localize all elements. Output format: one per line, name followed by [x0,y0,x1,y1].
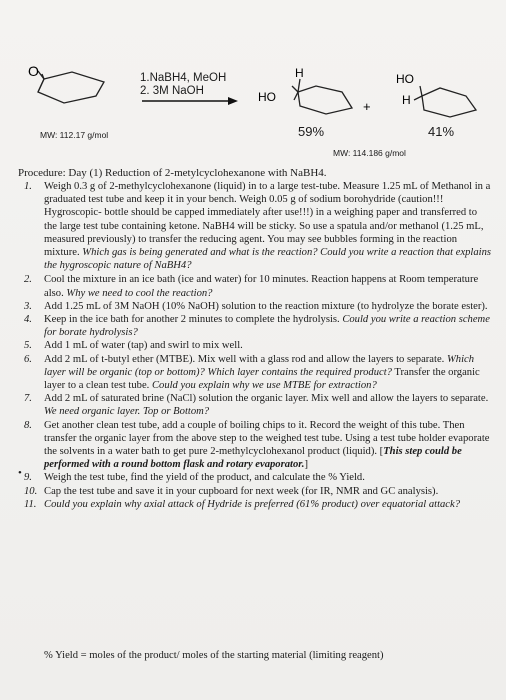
margin-bullet: • [18,467,22,479]
minor-product-yield: 41% [428,124,455,139]
step-text: Get another clean test tube, add a couple of boiling chips to it. Record the weight of this tube. Then transfer the organic layer from the above step to the weighed test tube. Using a test tube holder evaporate the solvents in a water bath to get pure 2-methylcyclohexanol product (liquid). [ [44,419,490,458]
product-1-ho-label: HO [258,90,276,104]
step-number: 4. [24,314,32,326]
step-question: Which layer will be organic (top or bottom)? Which layer contains the required product? [44,353,475,378]
step-item [0,313,506,339]
product-1-h-label: H [295,66,304,80]
procedure-title: Procedure: Day (1) Reduction of 2-metylcyclohexanone with NaBH4. [18,167,327,179]
step-item [0,300,506,313]
step-item [0,471,506,484]
plus-sign: + [363,99,371,114]
step-text: Keep in the ice bath for another 2 minutes to complete the hydrolysis. [44,314,343,326]
step-question: Which gas is being generated and what is the reaction? Could you write a reaction that explains the hygroscopic nature of NaBH4? [44,247,492,272]
step-number: 3. [24,300,32,312]
step-text: Weigh 0.3 g of 2-methylcyclohexanone (liquid) in to a large test-tube. Measure 1.25 mL of Methanol in a graduated test tube and keep it in your bench. Weigh 0.05 g of sodium borohydride (caution!!! Hygroscopic- bottle should be capped immediately after use!!!) in a weighing paper and transferred to the large test tube containing ketone. NaBH4 will be sticky. So use a spatula and/or methanol (1.25 mL, measured previously) to transfer the reducing agent. You may see bubbles forming in the reaction mixture. [44,181,491,259]
step-text: Cap the test tube and save it in your cupboard for next week (for IR, NMR and GC analysis). [44,485,439,497]
step-item [0,392,506,418]
step-question: Why we need to cool the reaction? [66,287,213,299]
reagent-line-1: 1.NaBH4, MeOH [140,72,227,84]
step-question: Could you explain why axial attack of Hydride is preferred (61% product) over equatorial attack? [44,498,461,510]
product-1-structure [292,79,352,114]
product-2-ho-label: HO [396,72,414,86]
reagent-line-2: 2. 3M NaOH [140,85,204,97]
step-item [0,353,506,393]
product-2-h-label: H [402,93,411,107]
step-item [0,498,506,511]
reagent-conditions [140,72,226,98]
ketone-oxygen-label: O [28,63,39,79]
step-item [0,419,506,472]
step-text: Cool the mixture in an ice bath (ice and water) for 10 minutes. Reaction happens at Room temperature also. [44,274,479,299]
step-number: 9. [24,472,32,484]
step-number: 2. [24,274,32,286]
starting-material-mw: MW: 112.17 g/mol [40,130,109,140]
product-mw: MW: 114.186 g/mol [333,148,406,158]
step-item [0,273,506,299]
step-question-2: Could you explain why we use MTBE for extraction? [151,380,377,392]
step-text: Add 2 mL of t-butyl ether (MTBE). Mix well with a glass rod and allow the layers to separate. [44,353,447,365]
ketone-structure [38,71,104,103]
step-text: Add 1.25 mL of 3M NaOH (10% NaOH) solution to the reaction mixture (to hydrolyze the borate ester). [44,300,488,312]
step-item [0,180,506,272]
step-item [0,485,506,498]
step-number: 5. [24,340,32,352]
product-2-structure [414,86,476,117]
step-number: 8. [24,419,32,431]
step-text: Add 2 mL of saturated brine (NaCl) solution the organic layer. Mix well and allow the layers to separate. [44,393,489,405]
step-note: This step could be performed with a round bottom flask and rotary evaporator. [44,446,462,471]
major-product-yield: 59% [298,124,325,139]
step-question: We need organic layer. Top or Bottom? [44,406,210,418]
step-number: 1. [24,181,32,192]
step-text: Weigh the test tube, find the yield of the product, and calculate the % Yield. [44,472,365,484]
step-number: 11. [24,498,37,510]
step-item [0,339,506,352]
step-text-continued: ] [304,459,308,471]
step-number: 10. [24,485,38,497]
procedure-steps [0,180,506,511]
yield-formula: % Yield = moles of the product/ moles of the starting material (limiting reagent) [44,650,384,661]
step-text: Add 1 mL of water (tap) and swirl to mix well. [44,340,243,352]
step-question: Could you write a reaction scheme for borate hydrolysis? [44,314,490,339]
step-number: 7. [24,393,32,405]
step-text-continued: Transfer the organic layer to a clean test tube. [44,366,480,392]
step-number: 6. [24,353,32,365]
